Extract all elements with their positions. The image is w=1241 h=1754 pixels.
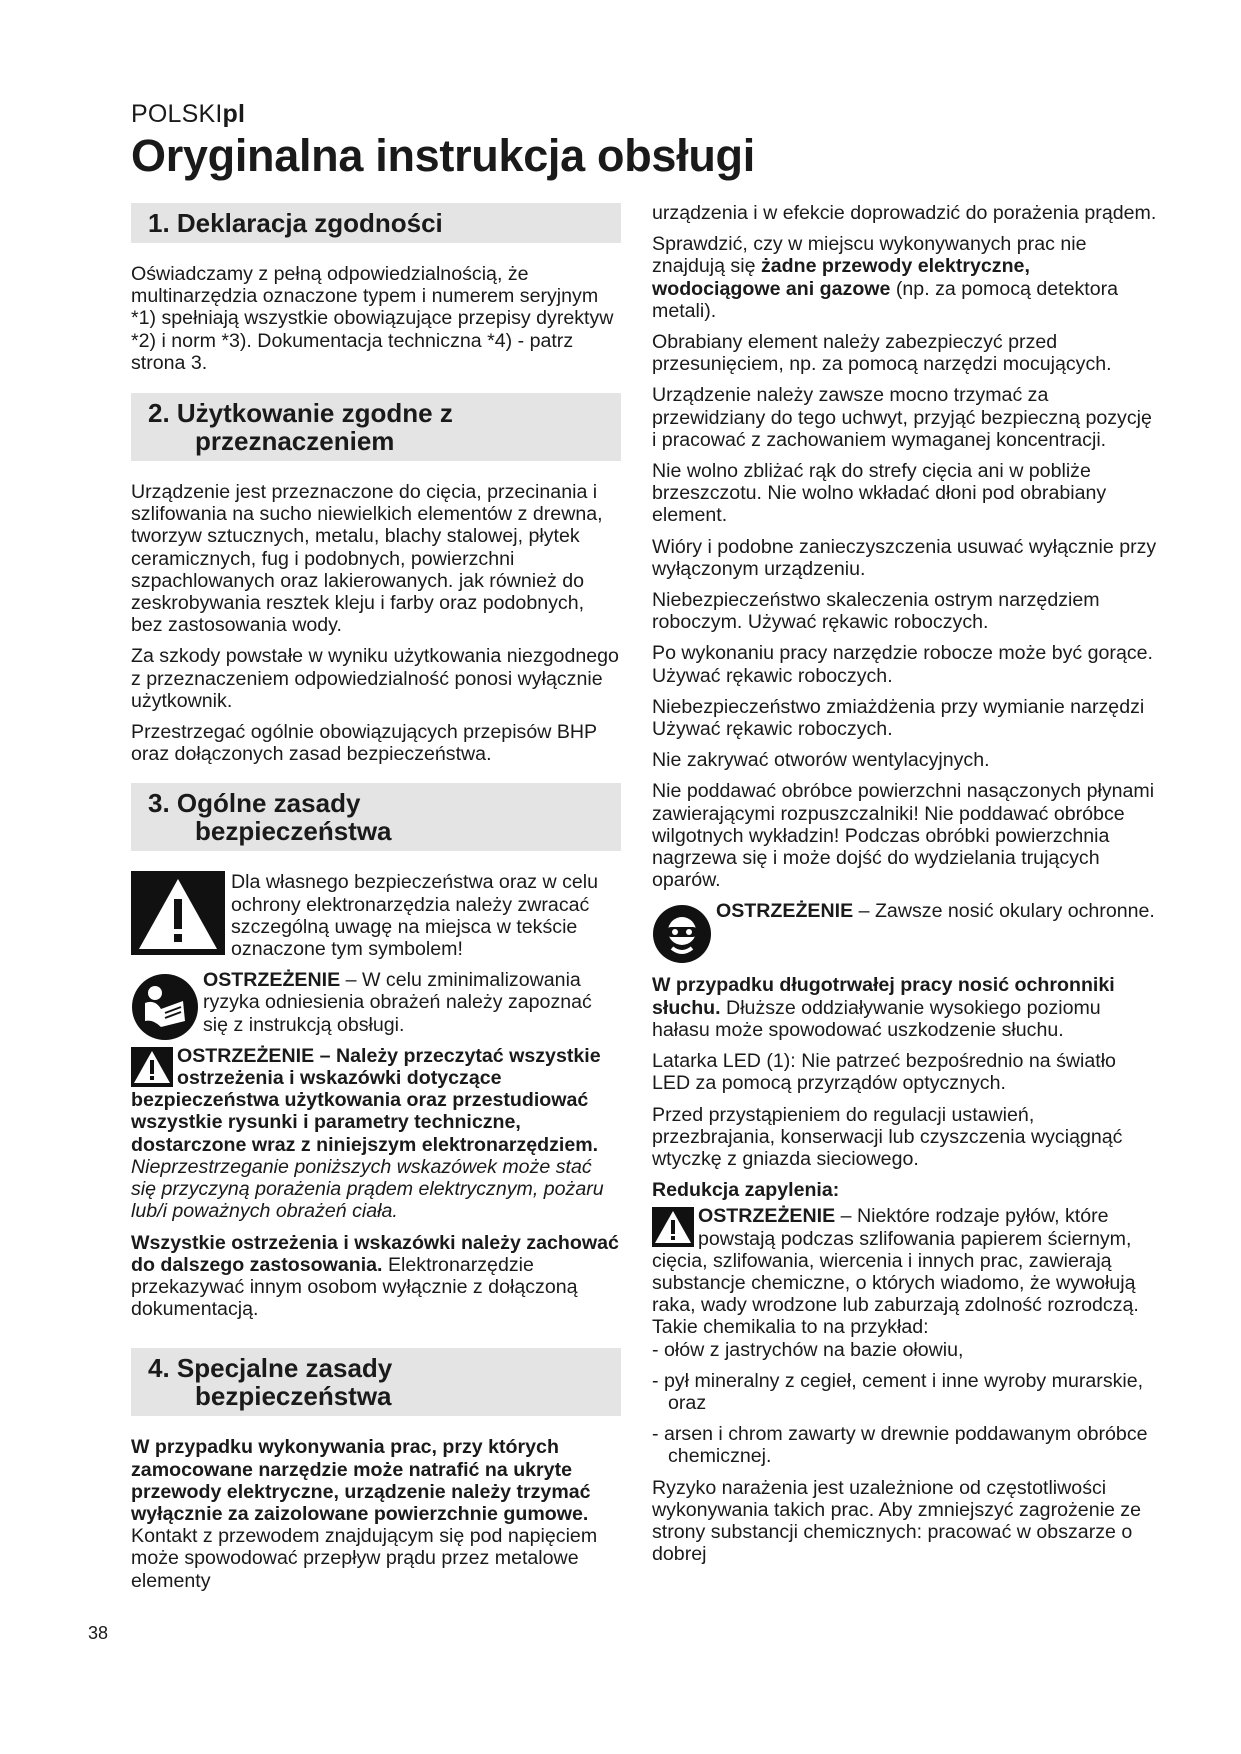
dust-warning-text: – Niektóre rodzaje pyłów, które powstają podczas szlifowania papierem ściernym, cięcia, szlifowania, wiercenia i innych prac, zawierają substancje chemiczne, o których wiadomo, że wywołują raka, wady wrodzone lub zaburzają zdolność rozrodczą. Takie chemikalia to na przykład: xyxy=(652,1205,1139,1339)
right-paragraph-3: Obrabiany element należy zabezpieczyć przed przesunięciem, np. za pomocą narzędzi mocujących. xyxy=(652,331,1112,376)
keep-warnings-bold: Wszystkie ostrzeżenia i wskazówki należy zachować do dalszego zastosowania. xyxy=(131,1231,619,1276)
warning-triangle-dust-icon xyxy=(652,1207,694,1247)
dust-warning-note xyxy=(652,1205,1157,1338)
list-item: - pył mineralny z cegieł, cement i inne wyroby murarskie, oraz xyxy=(652,1369,1144,1414)
right-paragraph-1: urządzenia i w efekcie doprowadzić do porażenia prądem. xyxy=(652,202,1157,224)
section-heading-2: 2. Użytkowanie zgodne z przeznaczeniem xyxy=(131,393,621,461)
left-column xyxy=(131,203,621,1601)
hidden-wires-text: Kontakt z przewodem znajdującym się pod napięciem może spowodować przepływ prądu przez metalowe elementy xyxy=(131,1525,598,1592)
warning-symbol-note xyxy=(131,871,621,969)
right-paragraph-6: Wióry i podobne zanieczyszczenia usuwać wyłącznie przy wyłączonym urządzeniu. xyxy=(652,535,1157,580)
right-paragraph-11: Nie poddawać obróbce powierzchni nasączonych płynami zawierającymi rozpuszczalniki! Nie poddawać obróbce wilgotnych wykładzin! Podczas obróbki powierzchnia nagrzewa się i może dojść do wydzielania trujących oparów. xyxy=(652,780,1155,892)
dust-warning-label: OSTRZEŻENIE xyxy=(698,1205,836,1228)
general-warning-note xyxy=(131,1045,621,1223)
page-title: Oryginalna instrukcja obsługi xyxy=(131,130,755,181)
general-warning-bold: OSTRZEŻENIE – Należy przeczytać wszystkie ostrzeżenia i wskazówki dotyczące bezpieczeństwa użytkowania oraz przestudiować wszystkie rysunki i parametry techniczne, dostarczone wraz z niniejszym elektronarzędziem. xyxy=(131,1044,601,1156)
right-paragraph-8: Po wykonaniu pracy narzędzie robocze może być gorące. Używać rękawic roboczych. xyxy=(652,642,1153,687)
language-code: pl xyxy=(222,100,246,128)
language-label xyxy=(131,100,245,129)
right-paragraph-4: Urządzenie należy zawsze mocno trzymać za przewidziany do tego uchwyt, przyjąć bezpieczną pozycję i pracować z zachowaniem wymaganej koncentracji. xyxy=(652,384,1152,451)
page-number: 38 xyxy=(88,1623,109,1643)
section-2-paragraph-3: Przestrzegać ogólnie obowiązujących przepisów BHP oraz dołączonych zasad bezpieczeństwa. xyxy=(131,721,597,766)
right-column xyxy=(652,202,1157,1574)
warning-symbol-text: Dla własnego bezpieczeństwa oraz w celu ochrony elektronarzędzia należy zwracać szczególną uwagę na miejsca w tekście oznaczone tym symbolem! xyxy=(231,871,599,961)
section-heading-3: 3. Ogólne zasady bezpieczeństwa xyxy=(131,783,621,851)
goggles-warning-label: OSTRZEŻENIE xyxy=(716,900,854,923)
section-heading-1: 1. Deklaracja zgodności xyxy=(131,203,621,243)
read-manual-icon xyxy=(131,973,199,1041)
right-paragraph-14: Latarka LED (1): Nie patrzeć bezpośrednio na światło LED za pomocą przyrządów optycznych. xyxy=(652,1050,1116,1095)
list-item: - ołów z jastrychów na bazie ołowiu, xyxy=(652,1338,964,1361)
hidden-wires-bold: W przypadku wykonywania prac, przy których zamocowane narzędzie może natrafić na ukryte przewody elektryczne, urządzenie należy trzymać wyłącznie za zaizolowane powierzchnie gumowe. xyxy=(131,1436,591,1525)
right-paragraph-2: Sprawdzić, czy w miejscu wykonywanych prac nie znajdują się żadne przewody elektryczne, wodociągowe ani gazowe (np. za pomocą detektora metali). xyxy=(652,233,1119,322)
language-name: POLSKI xyxy=(131,100,223,128)
section-1-paragraph: Oświadczamy z pełną odpowiedzialnością, że multinarzędzia oznaczone typem i numerem seryjnym *1) spełniają wszystkie obowiązujące przepisy dyrektyw *2) i norm *3). Dokumentacja techniczna *4) - patrz strona 3. xyxy=(131,263,614,374)
right-paragraph-18: Ryzyko narażenia jest uzależnione od częstotliwości wykonywania takich prac. Aby zmniejszyć zagrożenie ze strony substancji chemicznych: pracować w obszarze o dobrej xyxy=(652,1476,1141,1566)
section-2-paragraph-1: Urządzenie jest przeznaczone do cięcia, przecinania i szlifowania na sucho niewielkich elementów z drewna, tworzyw sztucznych, metalu, blachy stalowej, płytek ceramicznych, fug i podobnych, powierzchni szpachlowanych oraz lakierowanych. jak również do zeskrobywania resztek kleju i farby oraz podobnych, bez zastosowania wody. xyxy=(131,481,603,637)
section-heading-4: 4. Specjalne zasady bezpieczeństwa xyxy=(131,1348,621,1416)
list-item: - arsen i chrom zawarty w drewnie poddawanym obróbce chemicznej. xyxy=(652,1423,1148,1468)
warning-triangle-icon xyxy=(131,871,225,955)
right-paragraph-15: Przed przystąpieniem do regulacji ustawień, przezbrajania, konserwacji lub czyszczenia wyciągnąć wtyczkę z gniazda sieciowego. xyxy=(652,1103,1123,1170)
goggles-note xyxy=(652,900,1157,964)
keep-warnings-text: Elektronarzędzie przekazywać innym osobom wyłącznie z dołączoną dokumentacją. xyxy=(131,1253,578,1321)
right-paragraph-5: Nie wolno zbliżać rąk do strefy cięcia ani w pobliże brzeszczotu. Nie wolno wkładać dłoni pod obrabiany element. xyxy=(652,460,1107,527)
read-manual-warning-text: – W celu zminimalizowania ryzyka odniesienia obrażeń należy zapoznać się z instrukcją obsługi. xyxy=(203,969,592,1036)
right-paragraph-7: Niebezpieczeństwo skaleczenia ostrym narzędziem roboczym. Używać rękawic roboczych. xyxy=(652,589,1100,634)
right-paragraph-9: Niebezpieczeństwo zmiażdżenia przy wymianie narzędzi Używać rękawic roboczych. xyxy=(652,695,1145,741)
warning-triangle-small-icon xyxy=(131,1047,173,1087)
read-manual-warning-label: OSTRZEŻENIE xyxy=(203,969,341,992)
goggles-warning-text: – Zawsze nosić okulary ochronne. xyxy=(853,900,1155,923)
dust-reduction-heading: Redukcja zapylenia: xyxy=(652,1179,840,1202)
general-warning-italic: Nieprzestrzeganie poniższych wskazówek może stać się przyczyną porażenia prądem elektrycznym, pożaru lub/i poważnych obrażeń ciała. xyxy=(131,1155,604,1223)
read-manual-note xyxy=(131,969,621,1045)
right-paragraph-13: W przypadku długotrwałej pracy nosić ochronniki słuchu. Dłuższe oddziaływanie wysokiego poziomu hałasu może spowodować uszkodzenie słuchu. xyxy=(652,974,1115,1041)
right-paragraph-10: Nie zakrywać otworów wentylacyjnych. xyxy=(652,749,990,772)
section-2-paragraph-2: Za szkody powstałe w wyniku użytkowania niezgodnego z przeznaczeniem odpowiedzialność ponosi wyłącznie użytkownik. xyxy=(131,645,619,712)
safety-goggles-icon xyxy=(652,904,712,964)
